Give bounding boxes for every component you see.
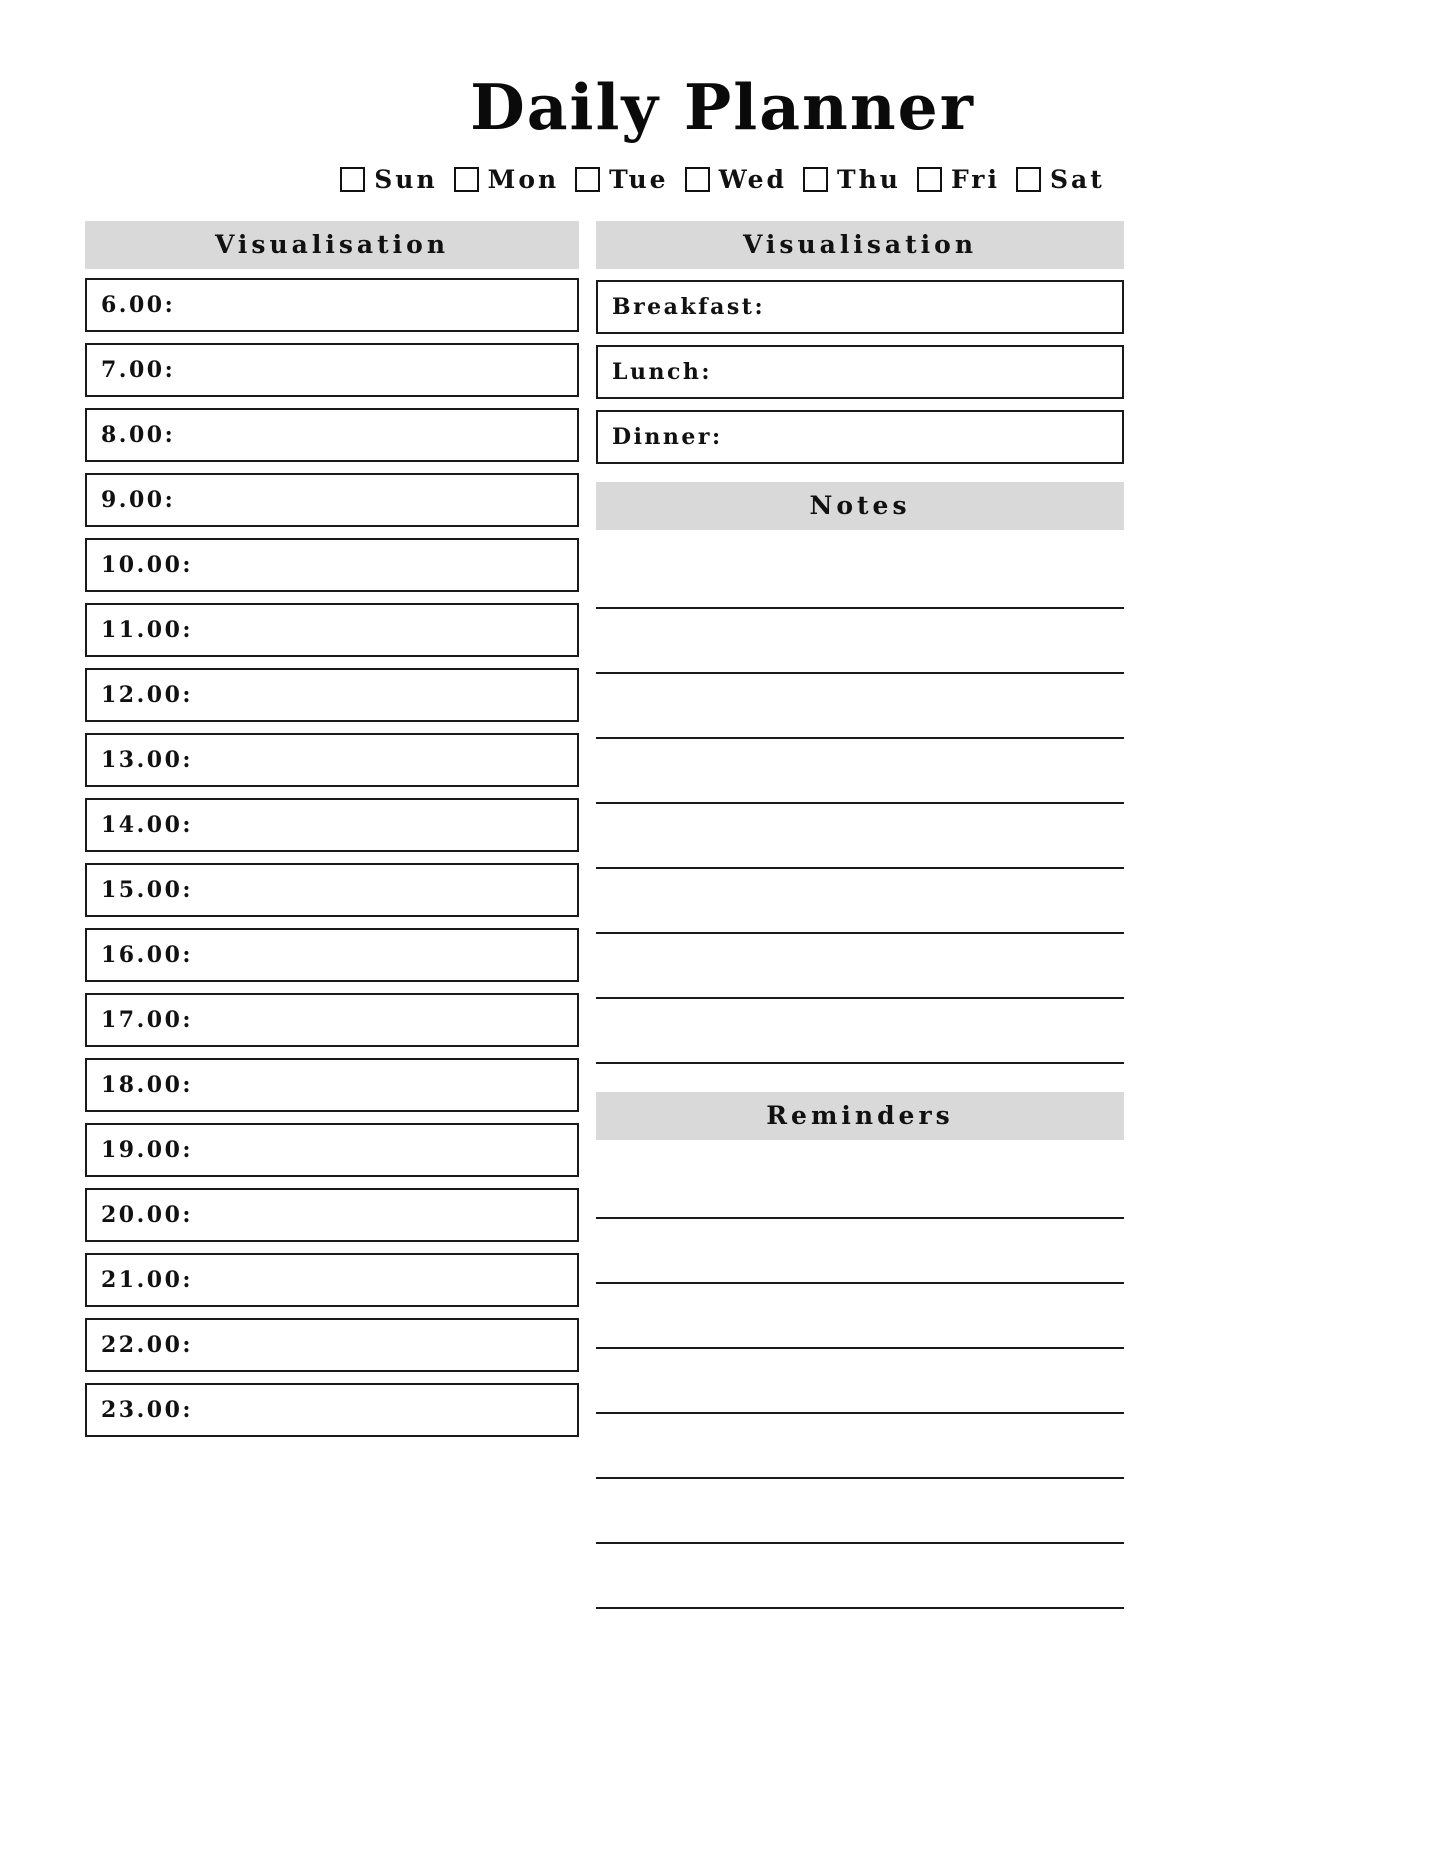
planner-body bbox=[0, 221, 1445, 1609]
time-slot-label: 6.00: bbox=[101, 292, 176, 318]
time-slot-label: 12.00: bbox=[101, 682, 194, 708]
checkbox-icon[interactable] bbox=[917, 167, 942, 192]
checkbox-icon[interactable] bbox=[340, 167, 365, 192]
day-option-wed[interactable] bbox=[685, 165, 787, 194]
time-slot-row[interactable] bbox=[85, 603, 579, 657]
notes-write-line[interactable] bbox=[596, 804, 1124, 869]
day-option-sun[interactable] bbox=[340, 165, 437, 194]
time-slot-row[interactable] bbox=[85, 733, 579, 787]
meal-row[interactable] bbox=[596, 410, 1124, 464]
checkbox-icon[interactable] bbox=[803, 167, 828, 192]
day-label: Sat bbox=[1049, 165, 1105, 194]
day-option-tue[interactable] bbox=[575, 165, 668, 194]
reminder-write-line[interactable] bbox=[596, 1219, 1124, 1284]
time-slot-row[interactable] bbox=[85, 1318, 579, 1372]
schedule-column bbox=[85, 221, 579, 1437]
time-slot-row[interactable] bbox=[85, 408, 579, 462]
time-slot-row[interactable] bbox=[85, 1253, 579, 1307]
time-slot-list bbox=[85, 278, 579, 1437]
checkbox-icon[interactable] bbox=[454, 167, 479, 192]
reminder-write-line[interactable] bbox=[596, 1414, 1124, 1479]
meal-label: Breakfast: bbox=[612, 294, 766, 320]
checkbox-icon[interactable] bbox=[575, 167, 600, 192]
day-option-mon[interactable] bbox=[454, 165, 560, 194]
meal-label: Dinner: bbox=[612, 424, 723, 450]
time-slot-label: 13.00: bbox=[101, 747, 194, 773]
day-label: Wed bbox=[718, 165, 787, 194]
time-slot-label: 9.00: bbox=[101, 487, 176, 513]
checkbox-icon[interactable] bbox=[1016, 167, 1041, 192]
meal-list bbox=[596, 280, 1124, 464]
time-slot-row[interactable] bbox=[85, 798, 579, 852]
reminders-lines bbox=[596, 1140, 1124, 1609]
meal-row[interactable] bbox=[596, 280, 1124, 334]
time-slot-label: 14.00: bbox=[101, 812, 194, 838]
checkbox-icon[interactable] bbox=[685, 167, 710, 192]
day-option-sat[interactable] bbox=[1016, 165, 1105, 194]
time-slot-label: 11.00: bbox=[101, 617, 194, 643]
day-label: Fri bbox=[950, 165, 1000, 194]
reminders-header: Reminders bbox=[596, 1092, 1124, 1140]
time-slot-row[interactable] bbox=[85, 538, 579, 592]
notes-write-line[interactable] bbox=[596, 544, 1124, 609]
notes-header: Notes bbox=[596, 482, 1124, 530]
time-slot-row[interactable] bbox=[85, 1383, 579, 1437]
time-slot-label: 15.00: bbox=[101, 877, 194, 903]
time-slot-row[interactable] bbox=[85, 863, 579, 917]
time-slot-label: 22.00: bbox=[101, 1332, 194, 1358]
reminder-write-line[interactable] bbox=[596, 1284, 1124, 1349]
day-selector-row bbox=[0, 165, 1445, 194]
time-slot-label: 10.00: bbox=[101, 552, 194, 578]
notes-write-line[interactable] bbox=[596, 739, 1124, 804]
time-slot-label: 19.00: bbox=[101, 1137, 194, 1163]
reminder-write-line[interactable] bbox=[596, 1479, 1124, 1544]
time-slot-row[interactable] bbox=[85, 928, 579, 982]
time-slot-label: 16.00: bbox=[101, 942, 194, 968]
time-slot-label: 18.00: bbox=[101, 1072, 194, 1098]
day-label: Thu bbox=[837, 165, 901, 194]
day-label: Tue bbox=[609, 165, 669, 194]
reminder-write-line[interactable] bbox=[596, 1349, 1124, 1414]
notes-lines bbox=[596, 530, 1124, 1064]
reminder-write-line[interactable] bbox=[596, 1154, 1124, 1219]
time-slot-label: 7.00: bbox=[101, 357, 176, 383]
notes-write-line[interactable] bbox=[596, 999, 1124, 1064]
meal-label: Lunch: bbox=[612, 359, 712, 385]
day-label: Sun bbox=[374, 165, 438, 194]
time-slot-row[interactable] bbox=[85, 993, 579, 1047]
time-slot-label: 23.00: bbox=[101, 1397, 194, 1423]
day-option-thu[interactable] bbox=[803, 165, 901, 194]
time-slot-row[interactable] bbox=[85, 1058, 579, 1112]
day-label: Mon bbox=[487, 165, 560, 194]
time-slot-row[interactable] bbox=[85, 1123, 579, 1177]
schedule-header: Visualisation bbox=[85, 221, 579, 269]
notes-write-line[interactable] bbox=[596, 869, 1124, 934]
time-slot-label: 8.00: bbox=[101, 422, 176, 448]
time-slot-row[interactable] bbox=[85, 668, 579, 722]
time-slot-label: 20.00: bbox=[101, 1202, 194, 1228]
time-slot-row[interactable] bbox=[85, 473, 579, 527]
reminder-write-line[interactable] bbox=[596, 1544, 1124, 1609]
time-slot-row[interactable] bbox=[85, 278, 579, 332]
notes-write-line[interactable] bbox=[596, 609, 1124, 674]
time-slot-label: 17.00: bbox=[101, 1007, 194, 1033]
time-slot-row[interactable] bbox=[85, 1188, 579, 1242]
meal-row[interactable] bbox=[596, 345, 1124, 399]
page-title: Daily Planner bbox=[470, 70, 975, 144]
details-column bbox=[596, 221, 1124, 1609]
meals-header: Visualisation bbox=[596, 221, 1124, 269]
notes-write-line[interactable] bbox=[596, 934, 1124, 999]
notes-write-line[interactable] bbox=[596, 674, 1124, 739]
day-option-fri[interactable] bbox=[917, 165, 1000, 194]
time-slot-label: 21.00: bbox=[101, 1267, 194, 1293]
time-slot-row[interactable] bbox=[85, 343, 579, 397]
